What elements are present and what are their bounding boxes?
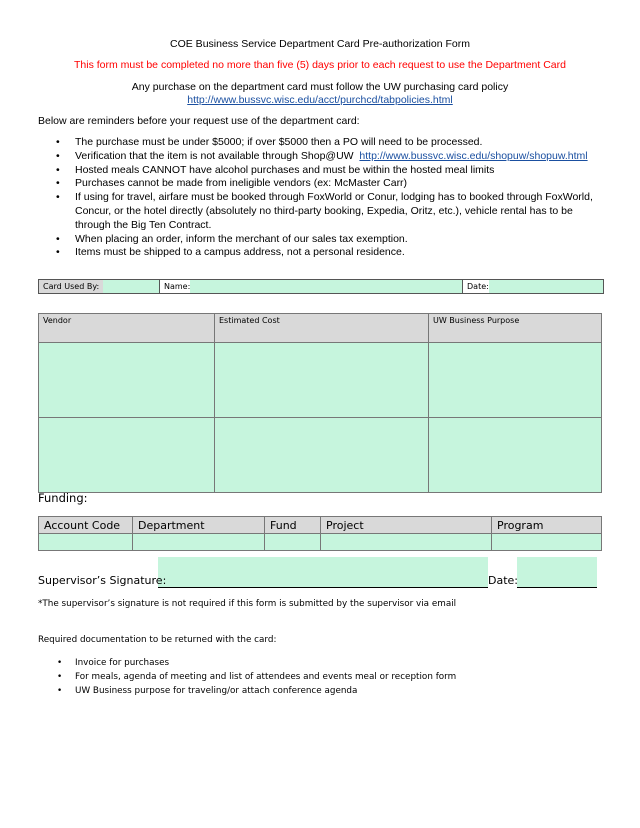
card-used-by-label: Card Used By:	[39, 280, 103, 293]
form-title: COE Business Service Department Card Pre-authorization Form	[170, 38, 470, 50]
table-row	[39, 534, 602, 551]
business-purpose-header: UW Business Purpose	[429, 314, 602, 343]
list-item: • The purchase must be under $5000; if over $5000 then a PO will need to be processed.	[38, 136, 608, 150]
vendor-cell[interactable]	[39, 343, 215, 418]
estimated-cost-header: Estimated Cost	[215, 314, 429, 343]
business-purpose-cell[interactable]	[429, 418, 602, 493]
list-item: • For meals, agenda of meeting and list of attendees and events meal or reception form	[38, 671, 456, 685]
list-item: • Items must be shipped to a campus address, not a personal residence.	[38, 246, 608, 260]
date-field[interactable]	[489, 280, 603, 293]
table-header-row	[39, 517, 602, 534]
account-code-cell[interactable]	[39, 534, 133, 551]
program-cell[interactable]	[492, 534, 602, 551]
department-cell[interactable]	[133, 534, 265, 551]
table-header-row	[39, 314, 602, 343]
project-header: Project	[321, 517, 492, 534]
estimated-cost-cell[interactable]	[215, 343, 429, 418]
list-item: • If using for travel, airfare must be booked through FoxWorld or Conur, lodging has to booked through FoxWorld, Concur, or the hotel directly (absolutely no third-party booking, Expedia, Oritz, etc.), vehicle rental has to be through the Big Ten Contract.	[38, 191, 608, 232]
required-docs-label: Required documentation to be returned with the card:	[38, 635, 277, 645]
warning-notice: This form must be completed no more than five (5) days prior to each request to use the Department Card	[74, 59, 566, 71]
project-cell[interactable]	[321, 534, 492, 551]
funding-label: Funding:	[38, 491, 88, 505]
estimated-cost-cell[interactable]	[215, 418, 429, 493]
signature-date-label: Date:	[488, 574, 518, 587]
list-item: • When placing an order, inform the merchant of our sales tax exemption.	[38, 233, 608, 247]
list-item: • Purchases cannot be made from ineligible vendors (ex: McMaster Carr)	[38, 177, 608, 191]
fund-header: Fund	[265, 517, 321, 534]
department-header: Department	[133, 517, 265, 534]
table-row	[39, 418, 602, 493]
signature-date-field[interactable]	[517, 557, 597, 587]
program-header: Program	[492, 517, 602, 534]
supervisor-signature-label: Supervisor’s Signature:	[38, 574, 167, 587]
signature-line	[158, 587, 488, 588]
fund-cell[interactable]	[265, 534, 321, 551]
supervisor-signature-field[interactable]	[158, 557, 488, 587]
name-label: Name:	[159, 280, 190, 293]
list-item: • Verification that the item is not available through Shop@UW http://www.bussvc.wisc.edu/shopuw/shopuw.html	[38, 150, 608, 164]
supervisor-note: *The supervisor’s signature is not required if this form is submitted by the supervisor via email	[38, 599, 457, 609]
reminders-list	[38, 136, 608, 260]
shop-uw-link[interactable]: http://www.bussvc.wisc.edu/shopuw/shopuw.html	[359, 149, 588, 162]
vendor-header: Vendor	[39, 314, 215, 343]
name-field[interactable]	[190, 280, 462, 293]
vendor-table	[38, 313, 602, 493]
vendor-cell[interactable]	[39, 418, 215, 493]
card-used-by-field[interactable]	[103, 280, 159, 293]
funding-table	[38, 516, 602, 551]
list-item: • Invoice for purchases	[38, 657, 456, 671]
reminders-intro: Below are reminders before your request use of the department card:	[38, 115, 360, 127]
required-docs-list	[38, 657, 456, 698]
date-label: Date:	[462, 280, 489, 293]
table-row	[39, 343, 602, 418]
list-item: • Hosted meals CANNOT have alcohol purchases and must be within the hosted meal limits	[38, 164, 608, 178]
date-line	[517, 587, 597, 588]
policy-text: Any purchase on the department card must follow the UW purchasing card policy	[131, 81, 509, 93]
policy-link[interactable]: http://www.bussvc.wisc.edu/acct/purchcd/tabpolicies.html	[187, 94, 453, 106]
business-purpose-cell[interactable]	[429, 343, 602, 418]
list-item: • UW Business purpose for traveling/or attach conference agenda	[38, 685, 456, 699]
account-code-header: Account Code	[39, 517, 133, 534]
card-info-row	[38, 279, 604, 294]
